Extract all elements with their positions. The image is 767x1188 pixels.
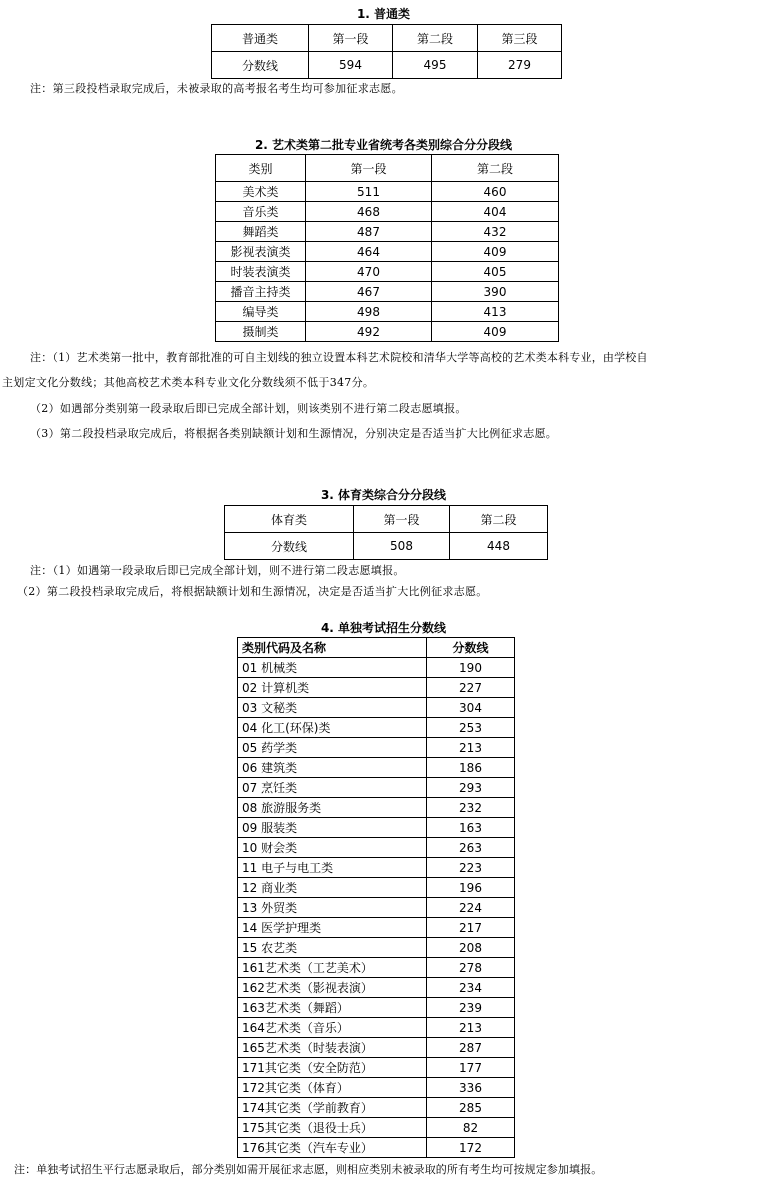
table-row xyxy=(238,798,515,818)
score-cell: 234 xyxy=(427,978,515,998)
table-row xyxy=(238,858,515,878)
header-cell: 体育类 xyxy=(225,506,354,533)
score-cell: 508 xyxy=(354,533,450,560)
score-cell: 409 xyxy=(432,322,559,342)
score-cell: 82 xyxy=(427,1118,515,1138)
section3-note-line: （2）第二段投档录取完成后，将根据缺额计划和生源情况，决定是否适当扩大比例征求志愿。 xyxy=(17,585,488,598)
score-cell: 224 xyxy=(427,898,515,918)
category-cell: 07 烹饪类 xyxy=(238,778,427,798)
table-row xyxy=(238,1118,515,1138)
category-cell: 12 商业类 xyxy=(238,878,427,898)
table-row xyxy=(225,533,548,560)
row-label: 分数线 xyxy=(212,52,309,79)
row-label: 分数线 xyxy=(225,533,354,560)
table-row xyxy=(238,698,515,718)
table-row xyxy=(238,998,515,1018)
score-cell: 409 xyxy=(432,242,559,262)
score-cell: 432 xyxy=(432,222,559,242)
category-cell: 编导类 xyxy=(216,302,306,322)
category-cell: 165艺术类（时装表演） xyxy=(238,1038,427,1058)
score-cell: 492 xyxy=(306,322,432,342)
header-cell: 第二段 xyxy=(432,155,559,182)
score-cell: 278 xyxy=(427,958,515,978)
header-cell: 第二段 xyxy=(450,506,548,533)
score-cell: 190 xyxy=(427,658,515,678)
category-cell: 174其它类（学前教育） xyxy=(238,1098,427,1118)
score-cell: 336 xyxy=(427,1078,515,1098)
table-row xyxy=(238,778,515,798)
table-row xyxy=(238,958,515,978)
table-row xyxy=(216,282,559,302)
category-cell: 15 农艺类 xyxy=(238,938,427,958)
table-row xyxy=(238,678,515,698)
table-header-row xyxy=(225,506,548,533)
category-cell: 影视表演类 xyxy=(216,242,306,262)
section3-title: 3. 体育类综合分分段线 xyxy=(320,488,447,502)
score-cell: 413 xyxy=(432,302,559,322)
score-cell: 163 xyxy=(427,818,515,838)
header-cell: 分数线 xyxy=(427,638,515,658)
category-cell: 162艺术类（影视表演） xyxy=(238,978,427,998)
general-score-table xyxy=(211,24,562,79)
table-row xyxy=(216,222,559,242)
section4-title: 4. 单独考试招生分数线 xyxy=(320,621,447,635)
score-cell: 594 xyxy=(309,52,393,79)
category-cell: 171其它类（安全防范） xyxy=(238,1058,427,1078)
score-cell: 213 xyxy=(427,738,515,758)
category-cell: 172其它类（体育） xyxy=(238,1078,427,1098)
score-cell: 460 xyxy=(432,182,559,202)
score-cell: 196 xyxy=(427,878,515,898)
table-row xyxy=(238,658,515,678)
score-cell: 263 xyxy=(427,838,515,858)
table-row xyxy=(216,182,559,202)
table-row xyxy=(238,898,515,918)
category-cell: 164艺术类（音乐） xyxy=(238,1018,427,1038)
header-cell: 类别代码及名称 xyxy=(238,638,427,658)
header-cell: 第二段 xyxy=(393,25,478,52)
header-cell: 普通类 xyxy=(212,25,309,52)
category-cell: 08 旅游服务类 xyxy=(238,798,427,818)
score-cell: 448 xyxy=(450,533,548,560)
score-cell: 213 xyxy=(427,1018,515,1038)
category-cell: 03 文秘类 xyxy=(238,698,427,718)
score-cell: 404 xyxy=(432,202,559,222)
table-row xyxy=(216,242,559,262)
table-row xyxy=(238,718,515,738)
table-row xyxy=(238,1078,515,1098)
score-cell: 208 xyxy=(427,938,515,958)
table-row xyxy=(238,1138,515,1158)
header-cell: 第一段 xyxy=(306,155,432,182)
table-row xyxy=(212,52,562,79)
score-cell: 232 xyxy=(427,798,515,818)
score-cell: 498 xyxy=(306,302,432,322)
table-row xyxy=(216,262,559,282)
score-cell: 470 xyxy=(306,262,432,282)
score-cell: 239 xyxy=(427,998,515,1018)
section2-note-line: （2）如遇部分类别第一段录取后即已完成全部计划，则该类别不进行第二段志愿填报。 xyxy=(30,402,467,415)
category-cell: 01 机械类 xyxy=(238,658,427,678)
score-cell: 223 xyxy=(427,858,515,878)
table-row xyxy=(238,918,515,938)
category-cell: 06 建筑类 xyxy=(238,758,427,778)
section1-note: 注：第三段投档录取完成后，未被录取的高考报名考生均可参加征求志愿。 xyxy=(30,82,403,95)
section3-note-line: 注：（1）如遇第一段录取后即已完成全部计划，则不进行第二段志愿填报。 xyxy=(30,564,405,577)
table-row xyxy=(238,738,515,758)
category-cell: 10 财会类 xyxy=(238,838,427,858)
category-cell: 时装表演类 xyxy=(216,262,306,282)
score-cell: 467 xyxy=(306,282,432,302)
category-cell: 14 医学护理类 xyxy=(238,918,427,938)
score-cell: 464 xyxy=(306,242,432,262)
score-cell: 177 xyxy=(427,1058,515,1078)
score-cell: 495 xyxy=(393,52,478,79)
score-cell: 511 xyxy=(306,182,432,202)
section2-note-line: （3）第二段投档录取完成后，将根据各类别缺额计划和生源情况，分别决定是否适当扩大比例征求志愿。 xyxy=(30,427,558,440)
score-cell: 253 xyxy=(427,718,515,738)
category-cell: 02 计算机类 xyxy=(238,678,427,698)
header-cell: 第一段 xyxy=(354,506,450,533)
section2-note-line: 主划定文化分数线；其他高校艺术类本科专业文化分数线须不低于347分。 xyxy=(2,376,375,389)
score-cell: 304 xyxy=(427,698,515,718)
table-row xyxy=(238,1098,515,1118)
score-cell: 279 xyxy=(478,52,562,79)
table-row xyxy=(238,838,515,858)
single-exam-score-table xyxy=(237,637,515,1158)
score-cell: 390 xyxy=(432,282,559,302)
score-cell: 287 xyxy=(427,1038,515,1058)
category-cell: 音乐类 xyxy=(216,202,306,222)
score-cell: 217 xyxy=(427,918,515,938)
score-cell: 487 xyxy=(306,222,432,242)
score-cell: 227 xyxy=(427,678,515,698)
category-cell: 摄制类 xyxy=(216,322,306,342)
art-score-table xyxy=(215,154,559,342)
table-row xyxy=(216,322,559,342)
score-cell: 468 xyxy=(306,202,432,222)
category-cell: 163艺术类（舞蹈） xyxy=(238,998,427,1018)
category-cell: 161艺术类（工艺美术） xyxy=(238,958,427,978)
score-cell: 405 xyxy=(432,262,559,282)
table-row xyxy=(238,978,515,998)
category-cell: 176其它类（汽车专业） xyxy=(238,1138,427,1158)
score-cell: 285 xyxy=(427,1098,515,1118)
category-cell: 09 服装类 xyxy=(238,818,427,838)
table-row xyxy=(216,202,559,222)
table-row xyxy=(238,878,515,898)
category-cell: 05 药学类 xyxy=(238,738,427,758)
sports-score-table xyxy=(224,505,548,560)
table-row xyxy=(216,302,559,322)
category-cell: 04 化工(环保)类 xyxy=(238,718,427,738)
score-cell: 186 xyxy=(427,758,515,778)
table-row xyxy=(238,1018,515,1038)
header-cell: 类别 xyxy=(216,155,306,182)
table-row xyxy=(238,938,515,958)
section4-note: 注：单独考试招生平行志愿录取后，部分类别如需开展征求志愿，则相应类别未被录取的所有考生均可按规定参加填报。 xyxy=(14,1163,603,1176)
table-row xyxy=(238,818,515,838)
table-row xyxy=(238,1058,515,1078)
table-header-row xyxy=(216,155,559,182)
category-cell: 175其它类（退役士兵） xyxy=(238,1118,427,1138)
category-cell: 11 电子与电工类 xyxy=(238,858,427,878)
category-cell: 13 外贸类 xyxy=(238,898,427,918)
header-cell: 第三段 xyxy=(478,25,562,52)
section2-title: 2. 艺术类第二批专业省统考各类别综合分分段线 xyxy=(254,138,513,152)
category-cell: 舞蹈类 xyxy=(216,222,306,242)
section1-title: 1. 普通类 xyxy=(356,7,411,21)
table-header-row xyxy=(238,638,515,658)
category-cell: 播音主持类 xyxy=(216,282,306,302)
score-cell: 293 xyxy=(427,778,515,798)
table-row xyxy=(238,1038,515,1058)
category-cell: 美术类 xyxy=(216,182,306,202)
table-header-row xyxy=(212,25,562,52)
header-cell: 第一段 xyxy=(309,25,393,52)
section2-note-line: 注：（1）艺术类第一批中，教育部批准的可自主划线的独立设置本科艺术院校和清华大学等高校的艺术类本科专业，由学校自 xyxy=(30,351,648,364)
score-cell: 172 xyxy=(427,1138,515,1158)
table-row xyxy=(238,758,515,778)
